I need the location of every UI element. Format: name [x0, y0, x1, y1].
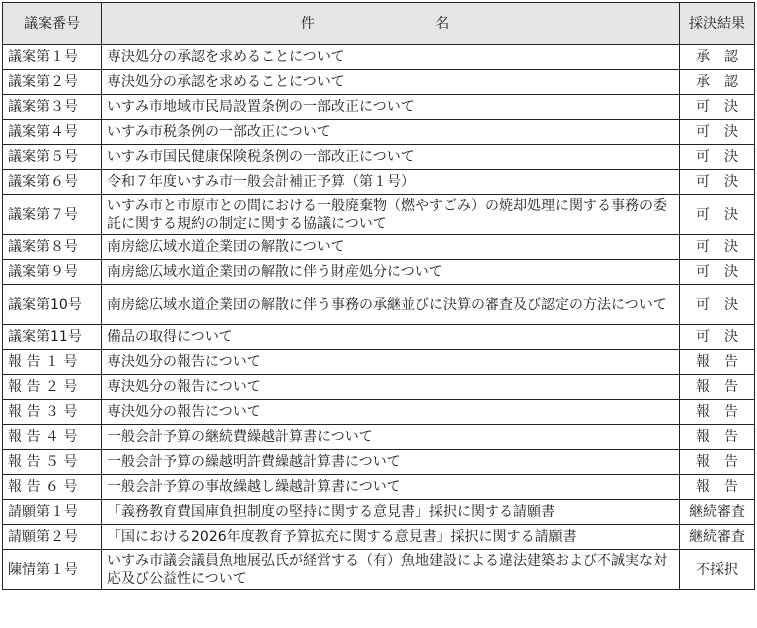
row-id: 議案第４号 [3, 120, 102, 145]
table-row [3, 195, 755, 235]
row-result: 可 決 [680, 235, 755, 260]
column-header-result: 採決結果 [680, 3, 755, 45]
row-title: 専決処分の報告について [102, 375, 680, 400]
row-result: 可 決 [680, 95, 755, 120]
row-title: いすみ市税条例の一部改正について [102, 120, 680, 145]
row-id: 議案第５号 [3, 145, 102, 170]
row-title: 南房総広域水道企業団の解散について [102, 235, 680, 260]
row-title: 一般会計予算の継続費繰越計算書について [102, 425, 680, 450]
row-id: 報 告 １ 号 [3, 350, 102, 375]
table-row [3, 145, 755, 170]
row-result: 報 告 [680, 375, 755, 400]
row-title: 令和７年度いすみ市一般会計補正予算（第１号） [102, 170, 680, 195]
table-row [3, 525, 755, 550]
table-row [3, 350, 755, 375]
row-title: いすみ市地域市民局設置条例の一部改正について [102, 95, 680, 120]
row-id: 陳情第１号 [3, 550, 102, 590]
table-header [3, 3, 755, 45]
row-id: 請願第２号 [3, 525, 102, 550]
row-title: 専決処分の報告について [102, 400, 680, 425]
row-id: 報 告 ５ 号 [3, 450, 102, 475]
row-title: 一般会計予算の繰越明許費繰越計算書について [102, 450, 680, 475]
row-result: 可 決 [680, 195, 755, 235]
row-id: 議案第３号 [3, 95, 102, 120]
row-id: 請願第１号 [3, 500, 102, 525]
row-result: 可 決 [680, 285, 755, 325]
table-row [3, 475, 755, 500]
row-title: いすみ市と市原市との間における一般廃棄物（燃やすごみ）の焼却処理に関する事務の委託に関する規約の制定に関する協議について [102, 195, 680, 235]
row-result: 可 決 [680, 260, 755, 285]
row-result: 継続審査 [680, 525, 755, 550]
row-result: 報 告 [680, 475, 755, 500]
table-row [3, 95, 755, 120]
table-row [3, 425, 755, 450]
table-row [3, 500, 755, 525]
row-result: 報 告 [680, 425, 755, 450]
header-row [3, 3, 755, 45]
row-id: 報 告 ６ 号 [3, 475, 102, 500]
row-title: 専決処分の報告について [102, 350, 680, 375]
column-header-title: 件 名 [102, 3, 680, 45]
row-title: 専決処分の承認を求めることについて [102, 70, 680, 95]
table-row [3, 400, 755, 425]
row-result: 不採択 [680, 550, 755, 590]
row-result: 承 認 [680, 45, 755, 70]
row-id: 議案第11号 [3, 325, 102, 350]
table-row [3, 70, 755, 95]
table-row [3, 375, 755, 400]
table-row [3, 325, 755, 350]
row-result: 可 決 [680, 120, 755, 145]
row-id: 報 告 ４ 号 [3, 425, 102, 450]
table-row [3, 235, 755, 260]
row-result: 可 決 [680, 145, 755, 170]
row-id: 議案第６号 [3, 170, 102, 195]
row-id: 報 告 ２ 号 [3, 375, 102, 400]
row-id: 議案第１号 [3, 45, 102, 70]
table-row [3, 550, 755, 590]
row-result: 承 認 [680, 70, 755, 95]
row-result: 報 告 [680, 400, 755, 425]
row-id: 議案第10号 [3, 285, 102, 325]
row-title: 備品の取得について [102, 325, 680, 350]
table-row [3, 285, 755, 325]
table-row [3, 260, 755, 285]
table-row [3, 120, 755, 145]
row-id: 議案第７号 [3, 195, 102, 235]
row-id: 議案第２号 [3, 70, 102, 95]
row-result: 可 決 [680, 325, 755, 350]
row-id: 報 告 ３ 号 [3, 400, 102, 425]
row-result: 報 告 [680, 350, 755, 375]
row-result: 継続審査 [680, 500, 755, 525]
column-header-id: 議案番号 [3, 3, 102, 45]
row-result: 報 告 [680, 450, 755, 475]
table-row [3, 45, 755, 70]
row-title: 専決処分の承認を求めることについて [102, 45, 680, 70]
row-title: いすみ市議会議員魚地展弘氏が経営する（有）魚地建設による違法建築および不誠実な対応及び公益性について [102, 550, 680, 590]
row-title: 南房総広域水道企業団の解散に伴う事務の承継並びに決算の審査及び認定の方法について [102, 285, 680, 325]
table-row [3, 450, 755, 475]
row-result: 可 決 [680, 170, 755, 195]
row-title: 南房総広域水道企業団の解散に伴う財産処分について [102, 260, 680, 285]
table-body [3, 45, 755, 590]
table-row [3, 170, 755, 195]
row-title: 「国における2026年度教育予算拡充に関する意見書」採択に関する請願書 [102, 525, 680, 550]
row-title: いすみ市国民健康保険税条例の一部改正について [102, 145, 680, 170]
row-title: 「義務教育費国庫負担制度の堅持に関する意見書」採択に関する請願書 [102, 500, 680, 525]
row-id: 議案第９号 [3, 260, 102, 285]
resolution-results-table [2, 2, 755, 590]
row-id: 議案第８号 [3, 235, 102, 260]
row-title: 一般会計予算の事故繰越し繰越計算書について [102, 475, 680, 500]
